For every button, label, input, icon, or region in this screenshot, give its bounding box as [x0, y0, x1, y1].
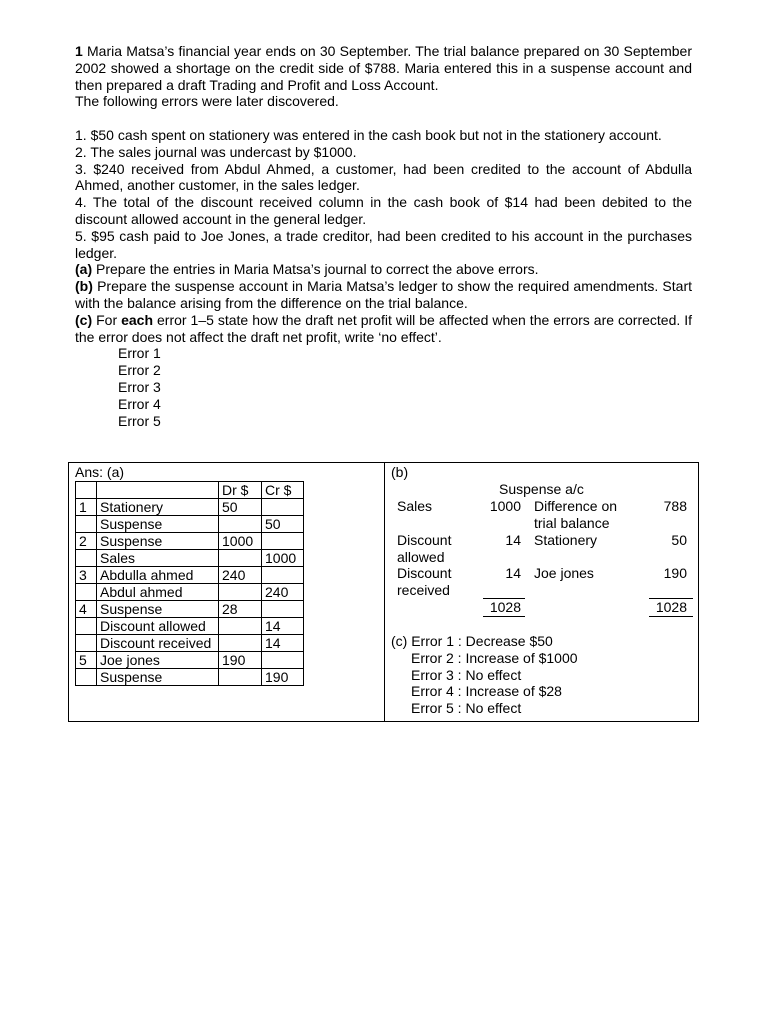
question-number: 1: [75, 43, 83, 59]
suspense-debit-amount: 14: [505, 565, 521, 581]
journal-cell-dr: 240: [219, 567, 262, 584]
journal-cell-dr: [219, 618, 262, 635]
journal-cell-dr: 28: [219, 601, 262, 618]
journal-cell-cr: [262, 499, 304, 516]
journal-cell-cr: [262, 533, 304, 550]
error-label: Error 2: [118, 362, 161, 379]
answer-a-label: Ans: (a): [75, 464, 125, 480]
part-a-instruction: (a) Prepare the entries in Maria Matsa’s journal to correct the above errors.: [75, 261, 539, 278]
part-c-line: Error 3 : No effect: [411, 666, 522, 683]
part-c-line: Error 5 : No effect: [411, 700, 522, 717]
journal-cell-cr: 190: [262, 669, 304, 686]
question-following: The following errors were later discovered.: [75, 93, 339, 110]
part-c-line: (c) Error 1 : Decrease $50: [391, 633, 553, 649]
suspense-debit-desc: Sales: [397, 498, 433, 514]
suspense-title: Suspense a/c: [499, 481, 584, 497]
journal-row: [76, 652, 304, 669]
journal-row: [76, 618, 304, 635]
suspense-debit-amount: 14: [505, 532, 521, 548]
suspense-credit-desc: Stationery: [534, 532, 598, 548]
journal-cell-account: Suspense: [97, 533, 219, 550]
error-label: Error 3: [118, 378, 161, 395]
journal-cell-dr: [219, 669, 262, 686]
journal-cell-account: Suspense: [97, 669, 219, 686]
part-c-line: Error 4 : Increase of $28: [411, 683, 562, 700]
journal-cell-account: Joe jones: [97, 652, 219, 669]
journal-row: [76, 516, 304, 533]
journal-header-account: [97, 482, 219, 499]
journal-row: [76, 601, 304, 618]
journal-cell-no: [76, 584, 97, 601]
journal-cell-dr: [219, 550, 262, 567]
error-item: 2. The sales journal was undercast by $1000.: [75, 143, 357, 160]
journal-cell-cr: 14: [262, 635, 304, 652]
journal-header-dr: Dr $: [219, 482, 262, 499]
journal-cell-account: Stationery: [97, 499, 219, 516]
journal-cell-no: [76, 669, 97, 686]
journal-cell-dr: [219, 584, 262, 601]
journal-cell-no: 1: [76, 499, 97, 516]
journal-cell-dr: [219, 516, 262, 533]
journal-cell-cr: 1000: [262, 550, 304, 567]
journal-cell-cr: 240: [262, 584, 304, 601]
suspense-debit-total: 1028: [489, 599, 521, 615]
journal-cell-dr: 1000: [219, 533, 262, 550]
question-intro: 1 Maria Matsa’s financial year ends on 30 September. The trial balance prepared on 30 September 2002 showed a shortage on the credit side of $788. Maria entered this in a suspense account and then prepared a draft Trading and Profit and Loss Account.: [75, 43, 692, 93]
suspense-credit-amount: 190: [663, 565, 687, 581]
journal-row: [76, 635, 304, 652]
error-label: Error 5: [118, 412, 161, 429]
journal-cell-cr: [262, 601, 304, 618]
journal-cell-dr: 50: [219, 499, 262, 516]
suspense-credit-total: 1028: [655, 599, 687, 615]
question-block: [75, 43, 692, 429]
answer-box: [68, 462, 699, 722]
journal-cell-no: 2: [76, 533, 97, 550]
journal-cell-cr: [262, 652, 304, 669]
suspense-debit-desc: Discount allowed: [397, 532, 452, 565]
journal-table: [75, 481, 304, 686]
journal-row: [76, 499, 304, 516]
journal-cell-no: [76, 550, 97, 567]
journal-cell-account: Discount allowed: [97, 618, 219, 635]
part-b-instruction: (b) Prepare the suspense account in Maria Matsa’s ledger to show the required amendments. Start with the balance arising from the difference on the trial balance.: [75, 278, 692, 311]
part-c-answers: [391, 633, 578, 717]
suspense-credit-amount: 50: [671, 532, 687, 548]
part-c-line: Error 2 : Increase of $1000: [411, 649, 578, 666]
journal-cell-account: Sales: [97, 550, 219, 567]
journal-cell-no: 4: [76, 601, 97, 618]
answer-b-label: (b): [391, 464, 409, 480]
journal-row: [76, 567, 304, 584]
journal-header-no: [76, 482, 97, 499]
journal-cell-no: [76, 635, 97, 652]
journal-cell-account: Suspense: [97, 516, 219, 533]
error-item: 3. $240 received from Abdul Ahmed, a customer, had been credited to the account of Abdulla Ahmed, another customer, in the sales ledger.: [75, 160, 692, 194]
error-label-list: [118, 345, 692, 429]
suspense-credit-desc: Joe jones: [534, 565, 594, 581]
journal-cell-cr: 14: [262, 618, 304, 635]
answer-divider: [384, 463, 385, 721]
journal-cell-account: Abdulla ahmed: [97, 567, 219, 584]
journal-cell-account: Discount received: [97, 635, 219, 652]
suspense-credit-desc: Difference on trial balance: [534, 498, 618, 531]
journal-header-cr: Cr $: [262, 482, 304, 499]
journal-cell-no: 3: [76, 567, 97, 584]
error-label: Error 4: [118, 395, 161, 412]
error-label: Error 1: [118, 345, 161, 362]
suspense-credit-amount: 788: [663, 498, 687, 514]
journal-cell-cr: [262, 567, 304, 584]
journal-row: [76, 533, 304, 550]
error-item: 4. The total of the discount received column in the cash book of $14 had been debited to the discount allowed account in the general ledger.: [75, 194, 692, 227]
journal-cell-dr: 190: [219, 652, 262, 669]
journal-cell-account: Suspense: [97, 601, 219, 618]
journal-cell-no: [76, 516, 97, 533]
journal-body: [76, 499, 304, 686]
suspense-debit-amount: 1000: [489, 498, 521, 514]
journal-row: [76, 550, 304, 567]
error-item: 5. $95 cash paid to Joe Jones, a trade creditor, had been credited to his account in the purchases ledger.: [75, 227, 692, 261]
journal-row: [76, 584, 304, 601]
suspense-debit-desc: Discount received: [397, 565, 452, 598]
journal-cell-no: 5: [76, 652, 97, 669]
part-c-instruction: (c) For each error 1–5 state how the draft net profit will be affected when the errors are corrected. If the error does not affect the draft net profit, write ‘no effect’.: [75, 311, 693, 345]
journal-cell-no: [76, 618, 97, 635]
debit-total-underline: [483, 616, 525, 617]
journal-header-row: [76, 482, 304, 499]
credit-total-underline: [649, 616, 693, 617]
journal-row: [76, 669, 304, 686]
journal-cell-account: Abdul ahmed: [97, 584, 219, 601]
journal-cell-cr: 50: [262, 516, 304, 533]
journal-cell-dr: [219, 635, 262, 652]
error-item: 1. $50 cash spent on stationery was entered in the cash book but not in the stationery account.: [75, 126, 662, 143]
